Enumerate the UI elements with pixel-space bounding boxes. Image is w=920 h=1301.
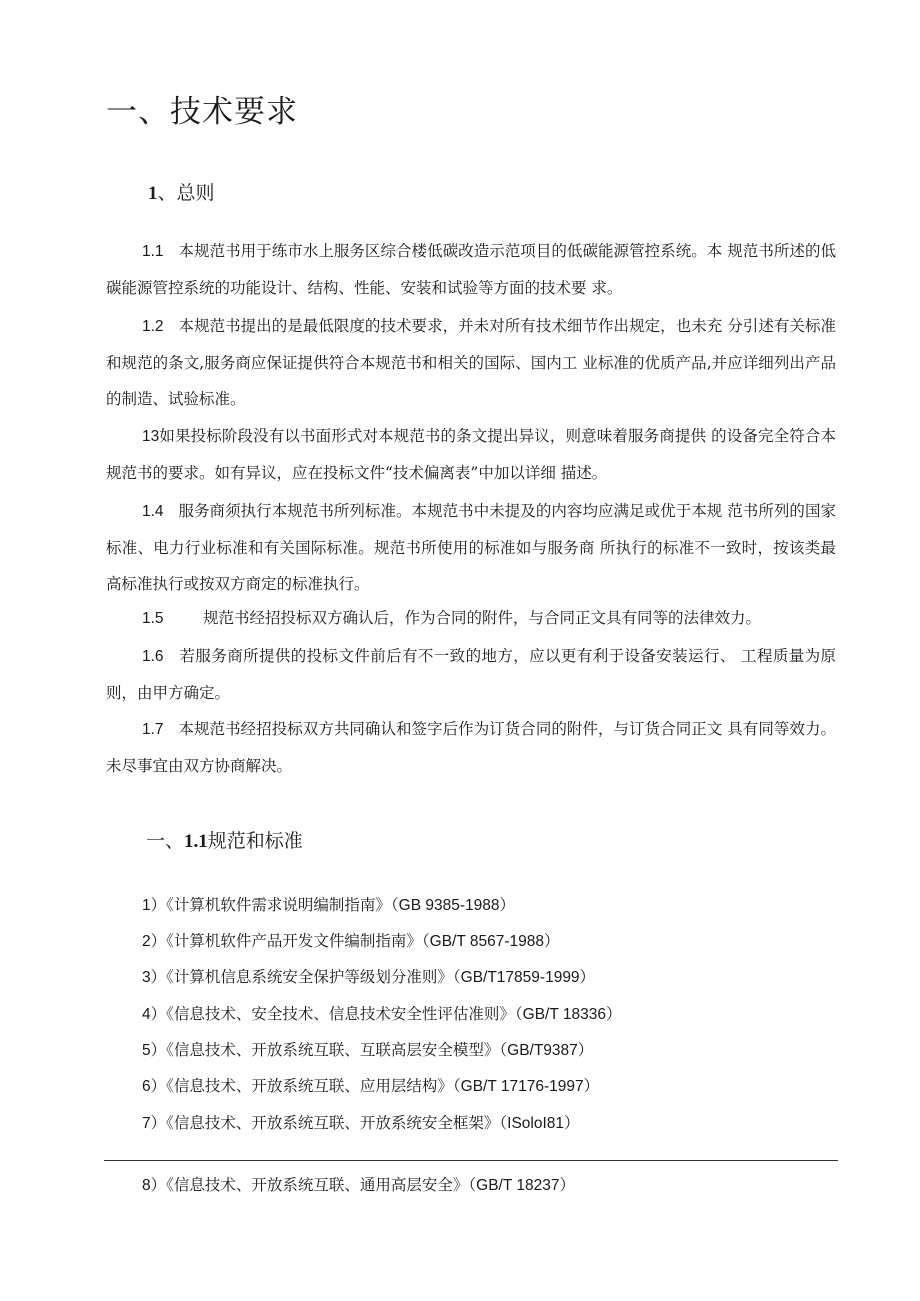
reference-code: （ISoloI81） xyxy=(499,1115,580,1132)
reference-code: （GB/T 8567-1988） xyxy=(421,933,560,950)
reference-title: 《计算机软件需求说明编制指南》 xyxy=(166,896,391,914)
paragraph-number: 1.5 xyxy=(142,610,164,627)
section-title: 规范和标准 xyxy=(207,830,303,852)
paragraph xyxy=(106,233,836,306)
reference-number: 1） xyxy=(142,897,167,914)
reference-code: （GB 9385-1988） xyxy=(390,897,515,914)
section-title: 、总则 xyxy=(157,182,215,204)
reference-item xyxy=(142,1173,575,1197)
paragraph xyxy=(106,638,836,711)
paragraph-number: 1.6 xyxy=(142,648,164,665)
reference-code: （GB/T 17176-1997） xyxy=(452,1078,600,1095)
section-heading-standards xyxy=(146,826,303,853)
reference-item xyxy=(142,929,559,953)
paragraph-number: 13 xyxy=(142,428,160,445)
section-number: 1.1 xyxy=(184,831,208,852)
reference-item xyxy=(142,1038,593,1062)
reference-item xyxy=(142,893,515,917)
reference-number: 3） xyxy=(142,969,167,986)
paragraph-text: 如果投标阶段没有以书面形式对本规范书的条文提出异议，则意味着服务商提供 的设备完全符合本规范书的要求。如有异议，应在投标文件“技术偏离表”中加以详细 描述。 xyxy=(106,427,836,482)
reference-item xyxy=(142,1111,580,1135)
paragraph-text: 本规范书经招投标双方共同确认和签字后作为订货合同的附件，与订货合同正文 具有同等效力。未尽事宜由双方协商解决。 xyxy=(106,720,837,775)
reference-number: 5） xyxy=(142,1042,167,1059)
paragraph xyxy=(106,493,836,602)
reference-code: （GB/T 18237） xyxy=(468,1177,575,1194)
paragraph-text: 若服务商所提供的投标文件前后有不一致的地方，应以更有利于设备安装运行、 工程质量为原则，由甲方确定。 xyxy=(106,647,837,702)
reference-item xyxy=(142,1074,599,1098)
reference-number: 7） xyxy=(142,1115,167,1132)
reference-code: （GB/T17859-1999） xyxy=(452,969,596,986)
reference-title: 《信息技术、开放系统互联、开放系统安全框架》 xyxy=(166,1114,500,1132)
paragraph-text: 本规范书用于练市水上服务区综合楼低碳改造示范项目的低碳能源管控系统。本 规范书所述的低碳能源管控系统的功能设计、结构、性能、安装和试验等方面的技术要 求。 xyxy=(106,242,837,297)
reference-number: 8） xyxy=(142,1177,167,1194)
reference-number: 6） xyxy=(142,1078,167,1095)
reference-item xyxy=(142,1002,621,1026)
reference-code: （GB/T9387） xyxy=(499,1042,594,1059)
paragraph-number: 1.7 xyxy=(142,721,164,738)
page-divider xyxy=(104,1160,838,1161)
reference-title: 《信息技术、开放系统互联、通用高层安全》 xyxy=(166,1176,469,1194)
page-title: 一、技术要求 xyxy=(106,94,298,130)
reference-title: 《信息技术、安全技术、信息技术安全性评估准则》 xyxy=(166,1005,515,1023)
section-number: 1 xyxy=(148,183,158,204)
section-prefix: 一、 xyxy=(146,830,185,852)
paragraph xyxy=(106,308,836,417)
reference-title: 《信息技术、开放系统互联、互联高层安全模型》 xyxy=(166,1041,500,1059)
paragraph xyxy=(106,600,836,637)
paragraph-text: 本规范书提出的是最低限度的技术要求，并未对所有技术细节作出规定，也未充 分引述有关标准和规范的条文,服务商应保证提供符合本规范书和相关的国际、国内工 业标准的优质产品,并应详细列出产品的制造、试验标准。 xyxy=(106,317,837,408)
reference-code: （GB/T 18336） xyxy=(514,1006,622,1023)
reference-title: 《计算机信息系统安全保护等级划分准则》 xyxy=(166,968,453,986)
reference-title: 《计算机软件产品开发文件编制指南》 xyxy=(166,932,422,950)
paragraph-number: 1.1 xyxy=(142,243,164,260)
paragraph xyxy=(106,711,836,784)
paragraph-number: 1.4 xyxy=(142,503,164,520)
reference-number: 2） xyxy=(142,933,167,950)
reference-item xyxy=(142,965,595,989)
paragraph xyxy=(106,418,836,491)
reference-number: 4） xyxy=(142,1006,167,1023)
paragraph-text: 服务商须执行本规范书所列标准。本规范书中未提及的内容均应满足或优于本规 范书所列的国家标准、电力行业标准和有关国际标准。规范书所使用的标准如与服务商 所执行的标准不一致时，按该类最高标准执行或按双方商定的标准执行。 xyxy=(106,502,837,593)
paragraph-number: 1.2 xyxy=(142,318,164,335)
paragraph-text: 规范书经招投标双方确认后，作为合同的附件，与合同正文具有同等的法律效力。 xyxy=(202,609,761,627)
section-heading-general xyxy=(148,178,215,205)
reference-title: 《信息技术、开放系统互联、应用层结构》 xyxy=(166,1077,453,1095)
